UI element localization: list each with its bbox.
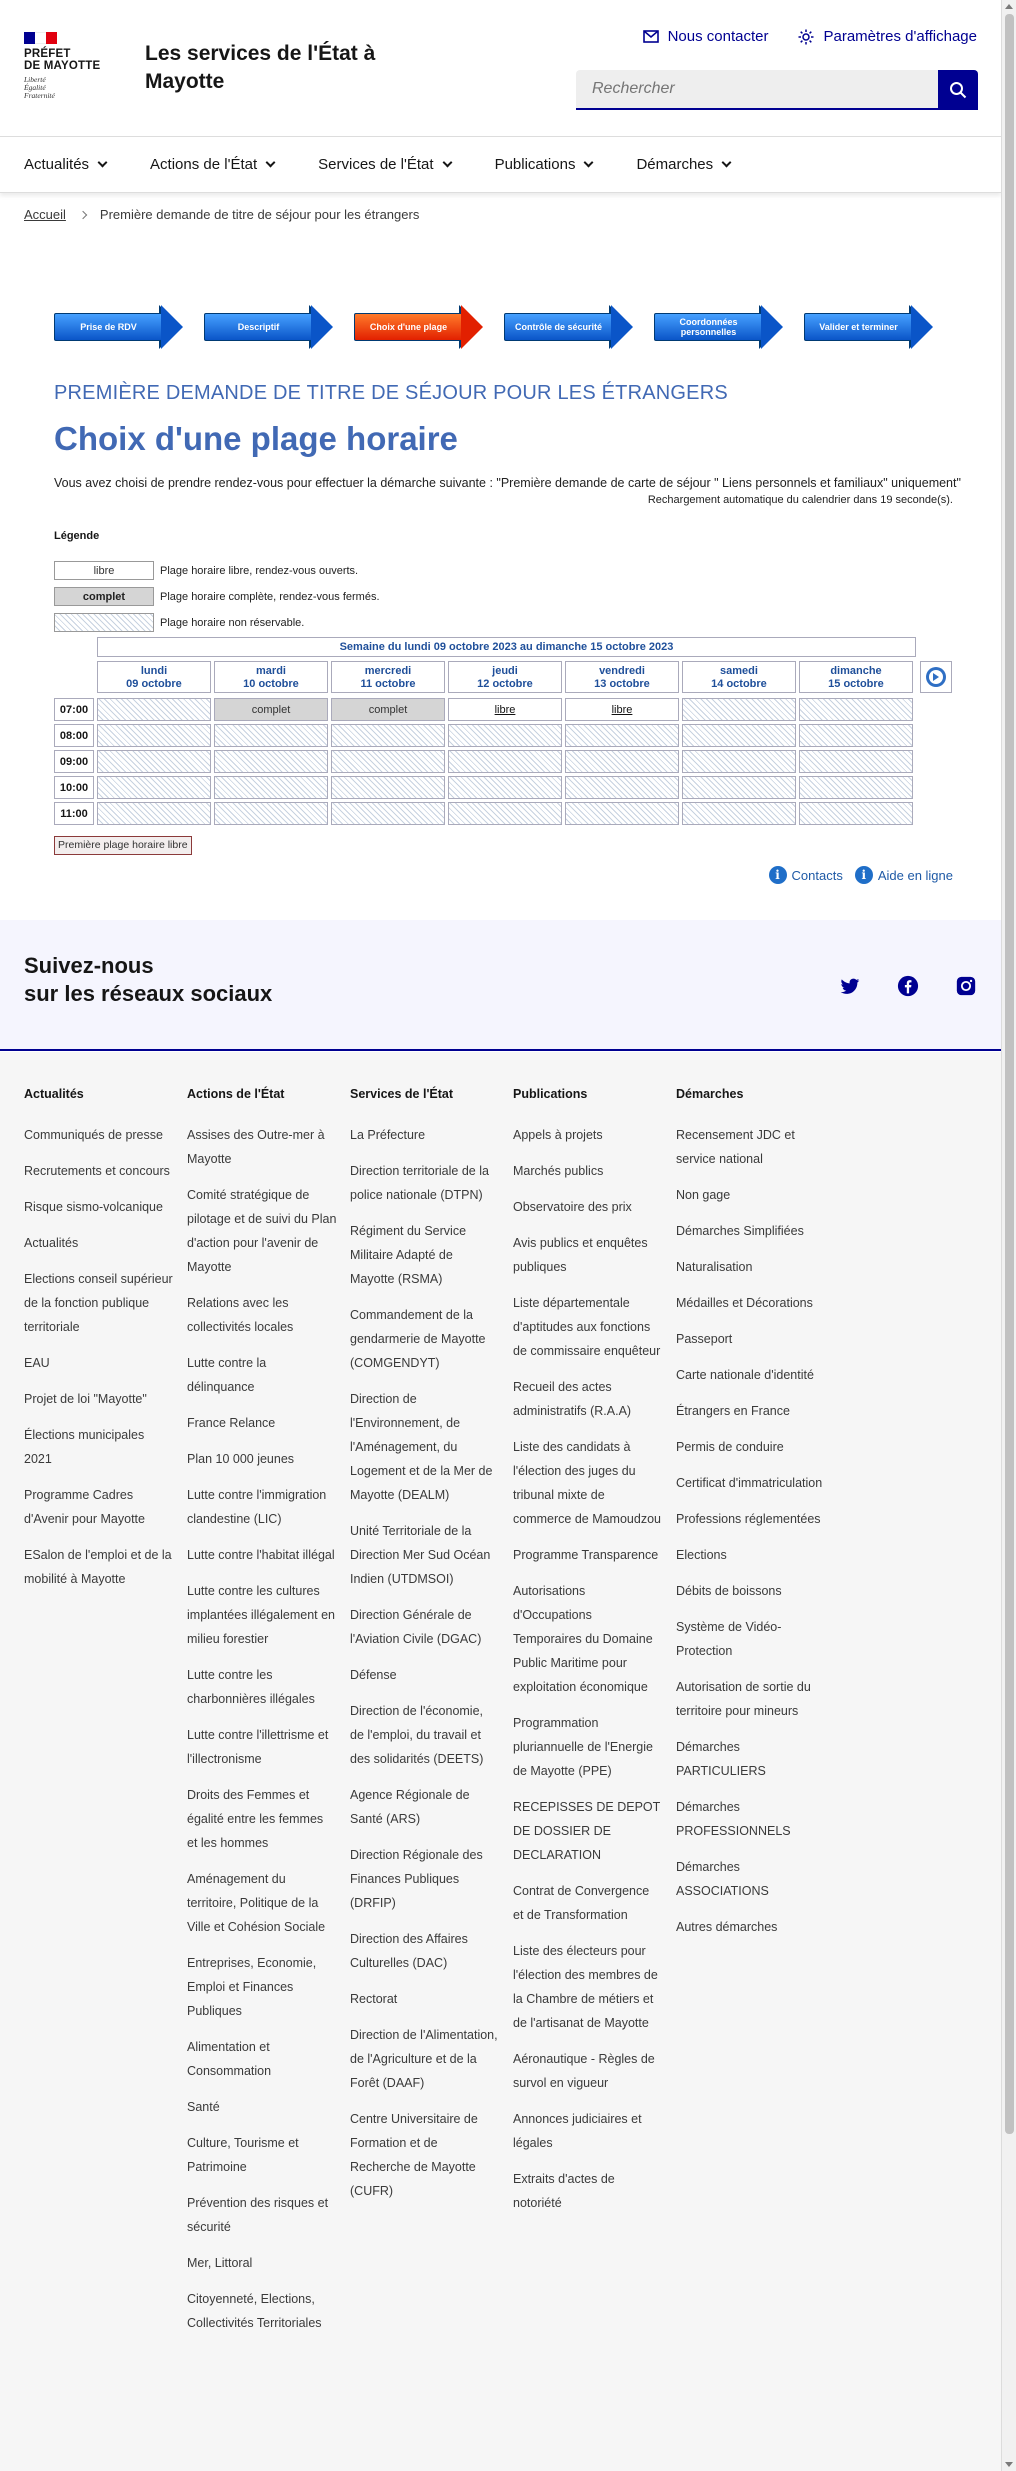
slot-unavailable [682, 802, 796, 825]
day-header [448, 661, 562, 693]
step-body [654, 313, 762, 341]
footer-link[interactable]: Direction de l'Environnement, de l'Aménagement, du Logement et de la Mer de Mayotte (DEALM) [350, 1392, 493, 1502]
slot-unavailable [97, 776, 211, 799]
footer-link[interactable]: Débits de boissons [676, 1584, 782, 1598]
calendar-grid [54, 698, 913, 828]
footer-column-title[interactable]: Services de l'État [350, 1087, 454, 1101]
footer-link[interactable]: Direction de l'économie, de l'emploi, du travail et des solidarités (DEETS) [350, 1704, 484, 1766]
main-nav [0, 137, 1001, 193]
legend-free-box: libre [54, 561, 154, 580]
footer-link[interactable]: Autres démarches [676, 1920, 778, 1934]
social-title-line2: sur les réseaux sociaux [24, 981, 273, 1006]
footer-link[interactable]: Mer, Littoral [187, 2256, 253, 2270]
day-name: samedi [720, 665, 758, 677]
slot-unavailable [331, 724, 445, 747]
slot-unavailable [214, 724, 328, 747]
step-4 [504, 305, 634, 349]
slot-unavailable [799, 750, 913, 773]
chevron-down-icon [584, 158, 594, 168]
slot-unavailable [799, 698, 913, 721]
arrow-head-icon [461, 305, 483, 349]
footer-link[interactable]: Carte nationale d'identité [676, 1368, 814, 1382]
footer-link[interactable]: Commandement de la gendarmerie de Mayotte (COMGENDYT) [350, 1308, 486, 1370]
site-footer [0, 1052, 1001, 2471]
slot-unavailable [97, 802, 211, 825]
search-button[interactable] [938, 70, 978, 110]
step-5 [654, 305, 784, 349]
day-header [331, 661, 445, 693]
footer-column-title[interactable]: Actions de l'État [187, 1087, 285, 1101]
footer-link[interactable]: Direction Générale de l'Aviation Civile (DGAC) [350, 1608, 482, 1646]
footer-link[interactable]: Entreprises, Economie, Emploi et Finances Publiques [187, 1956, 317, 2018]
footer-link[interactable]: Communiqués de presse [24, 1128, 163, 1142]
slot-unavailable [97, 750, 211, 773]
footer-link[interactable]: Régiment du Service Militaire Adapté de Mayotte (RSMA) [350, 1224, 467, 1286]
time-row [54, 776, 913, 799]
footer-link[interactable]: Lutte contre l'immigration clandestine (LIC) [187, 1488, 327, 1526]
sun-icon [798, 29, 814, 45]
footer-column-title[interactable]: Publications [513, 1087, 588, 1101]
footer-link[interactable]: Plan 10 000 jeunes [187, 1452, 295, 1466]
footer-link[interactable]: Citoyenneté, Elections, Collectivités Territoriales [187, 2292, 322, 2330]
next-arrow-icon [925, 666, 947, 688]
slot-unavailable [565, 750, 679, 773]
devise-egalite: Égalité [24, 83, 46, 92]
footer-link[interactable]: Non gage [676, 1188, 731, 1202]
footer-link[interactable]: Santé [187, 2100, 220, 2114]
contact-link[interactable] [643, 28, 769, 45]
slot-full: complet [214, 698, 328, 721]
devise [24, 76, 124, 100]
nav-label: Publications [494, 156, 576, 173]
contact-label: Nous contacter [667, 28, 769, 45]
display-settings-label: Paramètres d'affichage [823, 28, 977, 45]
time-label: 07:00 [54, 698, 94, 721]
arrow-head-icon [611, 305, 633, 349]
scrollbar-thumb[interactable] [1005, 14, 1014, 2134]
scroll-up-icon[interactable] [1005, 4, 1013, 9]
footer-link[interactable]: Extraits d'actes de notoriété [513, 2172, 615, 2210]
footer-link[interactable]: Liste des électeurs pour l'élection des membres de la Chambre de métiers et de l'artisanat de Mayotte [513, 1944, 658, 2030]
footer-link[interactable]: Unité Territoriale de la Direction Mer Sud Océan Indien (UTDMSOI) [350, 1524, 491, 1586]
slot-full: complet [331, 698, 445, 721]
nav-label: Démarches [636, 156, 714, 173]
social-title [24, 952, 272, 1008]
nav-label: Actualités [24, 156, 90, 173]
footer-link[interactable]: Autorisations d'Occupations Temporaires du Domaine Public Maritime pour exploitation économique [513, 1584, 653, 1694]
slot-unavailable [448, 724, 562, 747]
step-label: Valider et terminer [819, 322, 898, 332]
search-input[interactable] [576, 70, 938, 110]
footer-link[interactable]: Rectorat [350, 1992, 398, 2006]
week-label: Semaine du lundi 09 octobre 2023 au dimanche 15 octobre 2023 [97, 637, 916, 657]
footer-link[interactable]: RECEPISSES DE DEPOT DE DOSSIER DE DECLARATION [513, 1800, 661, 1862]
footer-link[interactable]: Marchés publics [513, 1164, 604, 1178]
arrow-head-icon [761, 305, 783, 349]
nav-services-etat[interactable] [318, 156, 450, 173]
arrow-head-icon [311, 305, 333, 349]
day-name: mercredi [364, 665, 412, 677]
breadcrumb-home-link[interactable]: Accueil [24, 207, 66, 222]
time-label: 08:00 [54, 724, 94, 747]
footer-link[interactable]: Appels à projets [513, 1128, 603, 1142]
step-2 [204, 305, 334, 349]
day-name: mardi [256, 665, 286, 677]
slot-free[interactable]: libre [565, 698, 679, 721]
footer-link[interactable]: Médailles et Décorations [676, 1296, 813, 1310]
step-label: Coordonnées personnelles [679, 317, 738, 337]
footer-column [350, 1087, 513, 2347]
footer-link[interactable]: Liste départementale d'aptitudes aux fonctions de commissaire enquêteur [513, 1296, 661, 1358]
devise-fraternite: Fraternité [24, 91, 55, 100]
slot-unavailable [565, 776, 679, 799]
slot-unavailable [799, 776, 913, 799]
day-date: 14 octobre [711, 678, 767, 690]
facebook-icon[interactable] [897, 975, 919, 997]
logo-line2: DE MAYOTTE [24, 60, 101, 72]
social-section [0, 920, 1001, 1051]
envelope-icon [643, 30, 659, 43]
footer-link[interactable]: Programmation pluriannuelle de l'Energie de Mayotte (PPE) [513, 1716, 653, 1778]
devise-liberte: Liberté [24, 75, 46, 84]
slot-free[interactable]: libre [448, 698, 562, 721]
footer-link[interactable]: Programme Cadres d'Avenir pour Mayotte [24, 1488, 145, 1526]
slot-unavailable [682, 698, 796, 721]
footer-link[interactable]: Élections municipales 2021 [24, 1428, 145, 1466]
first-free-slot-button[interactable]: Première plage horaire libre [54, 836, 192, 855]
legend-na [54, 613, 304, 632]
next-week-button[interactable] [920, 661, 952, 693]
footer-link[interactable]: Lutte contre l'habitat illégal [187, 1548, 335, 1562]
footer-link[interactable]: Alimentation et Consommation [187, 2040, 272, 2078]
nav-label: Services de l'État [318, 156, 434, 173]
day-header [97, 661, 211, 693]
footer-columns [24, 1087, 839, 2347]
time-label: 11:00 [54, 802, 94, 825]
legend-free [54, 561, 358, 580]
chevron-down-icon [442, 158, 452, 168]
nav-demarches[interactable] [636, 156, 730, 173]
footer-link[interactable]: Autorisation de sortie du territoire pour mineurs [676, 1680, 811, 1718]
page-title: Choix d'une plage horaire [54, 420, 458, 457]
footer-link[interactable]: Recensement JDC et service national [676, 1128, 795, 1166]
chevron-right-icon [79, 210, 87, 218]
nav-label: Actions de l'État [150, 156, 258, 173]
slot-unavailable [448, 802, 562, 825]
footer-link[interactable]: Risque sismo-volcanique [24, 1200, 163, 1214]
footer-column [24, 1087, 187, 2347]
slot-unavailable [565, 802, 679, 825]
breadcrumb [24, 207, 419, 222]
day-name: dimanche [830, 665, 882, 677]
site-header [0, 0, 1001, 137]
twitter-icon[interactable] [839, 975, 861, 997]
time-row [54, 698, 913, 721]
footer-link[interactable]: Prévention des risques et sécurité [187, 2196, 329, 2234]
step-body [204, 313, 312, 341]
footer-link[interactable]: Elections conseil supérieur de la fonction publique territoriale [24, 1272, 173, 1334]
step-body [354, 313, 462, 341]
legend-full-box: complet [54, 587, 154, 606]
footer-link[interactable]: Défense [350, 1668, 397, 1682]
legend-full-text: Plage horaire complète, rendez-vous fermés. [160, 590, 380, 603]
day-header [682, 661, 796, 693]
slot-unavailable [214, 750, 328, 773]
time-row [54, 802, 913, 825]
footer-link[interactable]: Contrat de Convergence et de Transformation [513, 1884, 650, 1922]
step-body [804, 313, 912, 341]
legend-title: Légende [54, 530, 100, 542]
slot-unavailable [331, 776, 445, 799]
footer-link[interactable]: Aéronautique - Règles de survol en vigueur [513, 2052, 655, 2090]
time-label: 10:00 [54, 776, 94, 799]
footer-column [676, 1087, 839, 2347]
reload-countdown: Rechargement automatique du calendrier dans 19 seconde(s). [647, 494, 953, 506]
day-name: vendredi [599, 665, 645, 677]
legend-na-text: Plage horaire non réservable. [160, 616, 305, 629]
info-icon: i [855, 866, 873, 884]
footer-link[interactable]: Comité stratégique de pilotage et de suivi du Plan d'action pour l'avenir de Mayotte [187, 1188, 337, 1274]
search-bar [576, 70, 978, 110]
footer-link[interactable]: Naturalisation [676, 1260, 753, 1274]
scroll-down-icon[interactable] [1005, 2462, 1013, 2467]
step-body [54, 313, 162, 341]
footer-link[interactable]: La Préfecture [350, 1128, 426, 1142]
online-help-label: Aide en ligne [877, 867, 953, 883]
footer-link[interactable]: Démarches PARTICULIERS [676, 1740, 766, 1778]
footer-link[interactable]: Permis de conduire [676, 1440, 784, 1454]
step-label: Choix d'une plage [369, 322, 448, 332]
footer-link[interactable]: Direction territoriale de la police nationale (DTPN) [350, 1164, 489, 1202]
footer-link[interactable]: Avis publics et enquêtes publiques [513, 1236, 648, 1274]
breadcrumb-current: Première demande de titre de séjour pour les étrangers [99, 207, 420, 222]
footer-link[interactable]: Certificat d'immatriculation [676, 1476, 823, 1490]
chevron-down-icon [266, 158, 276, 168]
time-row [54, 724, 913, 747]
footer-link[interactable]: Relations avec les collectivités locales [187, 1296, 294, 1334]
footer-link[interactable]: Observatoire des prix [513, 1200, 632, 1214]
instagram-icon[interactable] [955, 975, 977, 997]
slot-unavailable [97, 698, 211, 721]
day-date: 15 octobre [828, 678, 884, 690]
footer-link[interactable]: Démarches PROFESSIONNELS [676, 1800, 791, 1838]
footer-link[interactable]: Programme Transparence [513, 1548, 659, 1562]
step-label: Descriptif [237, 322, 280, 332]
slot-unavailable [214, 802, 328, 825]
search-icon [949, 81, 967, 99]
footer-link[interactable]: Annonces judiciaires et légales [513, 2112, 642, 2150]
footer-link[interactable]: Étrangers en France [676, 1404, 790, 1418]
time-row [54, 750, 913, 773]
nav-publications[interactable] [495, 156, 593, 173]
day-date: 10 octobre [243, 678, 299, 690]
footer-link[interactable]: ESalon de l'emploi et de la mobilité à Mayotte [24, 1548, 172, 1586]
footer-link[interactable]: Passeport [676, 1332, 733, 1346]
intro-text: Vous avez choisi de prendre rendez-vous pour effectuer la démarche suivante : "Première demande de carte de séjour " Liens personnels et familiaux" uniquement" [54, 476, 961, 490]
slot-unavailable [682, 724, 796, 747]
progress-steps [54, 305, 934, 349]
social-icons [839, 975, 977, 997]
slot-unavailable [331, 802, 445, 825]
footer-link[interactable]: Liste des candidats à l'élection des juges du tribunal mixte de commerce de Mamoudzou [513, 1440, 661, 1526]
display-settings-link[interactable] [798, 28, 977, 45]
arrow-head-icon [161, 305, 183, 349]
marianne-flag-icon [24, 32, 57, 44]
footer-link[interactable]: Culture, Tourisme et Patrimoine [187, 2136, 299, 2174]
info-icon: i [769, 866, 787, 884]
prefet-logo[interactable] [24, 32, 124, 100]
day-date: 13 octobre [594, 678, 650, 690]
footer-link[interactable]: Professions réglementées [676, 1512, 821, 1526]
legend-free-text: Plage horaire libre, rendez-vous ouverts. [160, 564, 359, 577]
legend-full [54, 587, 380, 606]
footer-link[interactable]: Démarches Simplifiées [676, 1224, 804, 1238]
slot-unavailable [799, 802, 913, 825]
nav-actions-etat[interactable] [150, 156, 274, 173]
footer-link[interactable]: Direction des Affaires Culturelles (DAC) [350, 1932, 468, 1970]
day-date: 11 octobre [360, 678, 416, 690]
slot-unavailable [448, 750, 562, 773]
step-body [504, 313, 612, 341]
footer-link[interactable]: Elections [676, 1548, 727, 1562]
step-1 [54, 305, 184, 349]
footer-column [513, 1087, 676, 2347]
footer-link[interactable]: Droits des Femmes et égalité entre les femmes et les hommes [187, 1788, 324, 1850]
step-6 [804, 305, 934, 349]
slot-unavailable [448, 776, 562, 799]
slot-unavailable [565, 724, 679, 747]
arrow-head-icon [911, 305, 933, 349]
footer-link[interactable]: Lutte contre l'illettrisme et l'illectronisme [187, 1728, 329, 1766]
day-date: 09 octobre [126, 678, 182, 690]
chevron-down-icon [98, 158, 108, 168]
slot-unavailable [331, 750, 445, 773]
page-scrollbar[interactable] [1001, 0, 1016, 2471]
slot-unavailable [799, 724, 913, 747]
footer-column-title[interactable]: Actualités [24, 1087, 84, 1101]
footer-link[interactable]: Lutte contre les charbonnières illégales [187, 1668, 315, 1706]
contacts-link[interactable] [769, 866, 843, 884]
footer-link[interactable]: Recrutements et concours [24, 1164, 170, 1178]
footer-link[interactable]: Projet de loi "Mayotte" [24, 1392, 147, 1406]
nav-actualites[interactable] [24, 156, 106, 173]
footer-column [187, 1087, 350, 2347]
slot-unavailable [97, 724, 211, 747]
chevron-down-icon [722, 158, 732, 168]
day-header [799, 661, 913, 693]
logo-line1: PRÉFET [24, 48, 71, 60]
step-label: Prise de RDV [80, 322, 137, 332]
help-links [769, 866, 953, 884]
slot-unavailable [682, 776, 796, 799]
social-title-line1: Suivez-nous [24, 953, 154, 978]
footer-column-title[interactable]: Démarches [676, 1087, 744, 1101]
online-help-link[interactable] [855, 866, 953, 884]
footer-link[interactable]: Direction de l'Alimentation, de l'Agriculture et de la Forêt (DAAF) [350, 2028, 498, 2090]
header-tools [643, 28, 977, 45]
footer-link[interactable]: Assises des Outre-mer à Mayotte [187, 1128, 325, 1166]
day-name: lundi [140, 665, 168, 677]
day-header [214, 661, 328, 693]
slot-unavailable [214, 776, 328, 799]
footer-link[interactable]: EAU [24, 1356, 50, 1370]
footer-link[interactable]: Agence Régionale de Santé (ARS) [350, 1788, 470, 1826]
site-title[interactable]: Les services de l'État à Mayotte [145, 42, 376, 93]
footer-link[interactable]: Démarches ASSOCIATIONS [676, 1860, 769, 1898]
day-date: 12 octobre [477, 678, 533, 690]
footer-link[interactable]: Aménagement du territoire, Politique de la Ville et Cohésion Sociale [187, 1872, 326, 1934]
footer-link[interactable]: Lutte contre la délinquance [187, 1356, 267, 1394]
day-name: jeudi [492, 665, 518, 677]
footer-link[interactable]: Lutte contre les cultures implantées illégalement en milieu forestier [187, 1584, 336, 1646]
contacts-label: Contacts [791, 867, 843, 883]
footer-link[interactable]: Centre Universitaire de Formation et de Recherche de Mayotte (CUFR) [350, 2112, 478, 2198]
footer-link[interactable]: Actualités [24, 1236, 79, 1250]
footer-link[interactable]: France Relance [187, 1416, 276, 1430]
footer-link[interactable]: Recueil des actes administratifs (R.A.A) [513, 1380, 632, 1418]
procedure-title: PREMIÈRE DEMANDE DE TITRE DE SÉJOUR POUR LES ÉTRANGERS [54, 382, 728, 404]
step-3 [354, 305, 484, 349]
day-headers [97, 661, 913, 693]
footer-link[interactable]: Direction Régionale des Finances Publiques (DRFIP) [350, 1848, 483, 1910]
slot-unavailable [682, 750, 796, 773]
step-label: Contrôle de sécurité [514, 322, 603, 332]
footer-link[interactable]: Système de Vidéo-Protection [676, 1620, 782, 1658]
legend-na-box [54, 613, 154, 632]
time-label: 09:00 [54, 750, 94, 773]
day-header [565, 661, 679, 693]
